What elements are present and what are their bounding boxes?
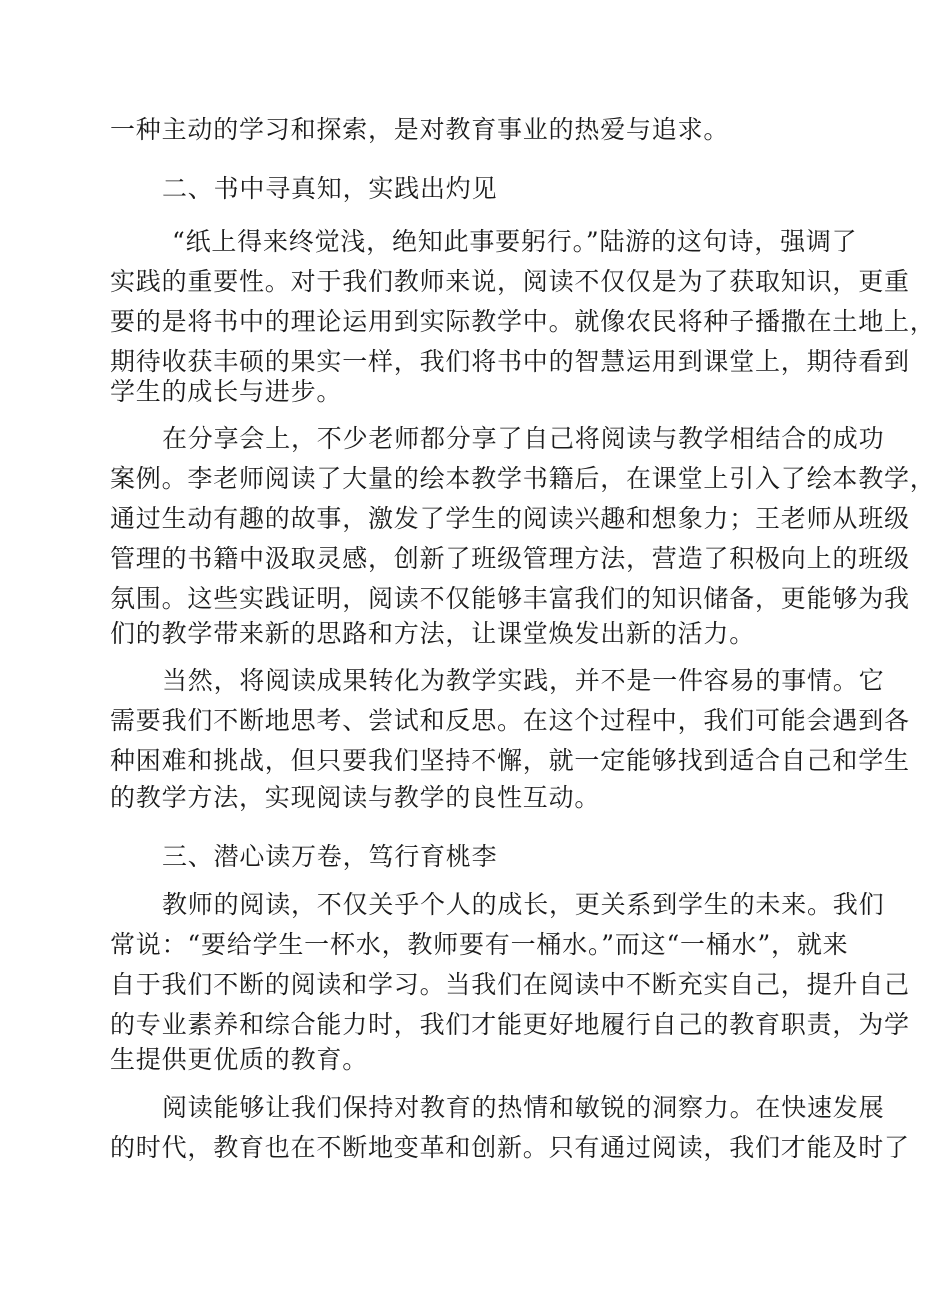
- paragraph-line: 的时代，教育也在不断地变革和创新。只有通过阅读，我们才能及时了: [110, 1133, 910, 1162]
- paragraph-line: 生提供更优质的教育。: [110, 1045, 369, 1074]
- paragraph-line: 实践的重要性。对于我们教师来说，阅读不仅仅是为了获取知识，更重: [110, 267, 910, 296]
- paragraph-line: 通过生动有趣的故事，激发了学生的阅读兴趣和想象力；王老师从班级: [110, 504, 910, 533]
- paragraph-line: 自于我们不断的阅读和学习。当我们在阅读中不断充实自己，提升自己: [110, 970, 910, 999]
- paragraph-line: 要的是将书中的理论运用到实际教学中。就像农民将种子播撒在土地上，: [110, 307, 936, 336]
- paragraph-line: 在分享会上，不少老师都分享了自己将阅读与教学相结合的成功: [162, 424, 885, 453]
- paragraph-line: 种困难和挑战，但只要我们坚持不懈，就一定能够找到适合自己和学生: [110, 746, 910, 775]
- paragraph-line: 阅读能够让我们保持对教育的热情和敏锐的洞察力。在快速发展: [162, 1093, 885, 1122]
- paragraph-line: 学生的成长与进步。: [110, 377, 343, 406]
- paragraph-line: 管理的书籍中汲取灵感，创新了班级管理方法，营造了积极向上的班级: [110, 544, 910, 573]
- paragraph-line: 当然，将阅读成果转化为教学实践，并不是一件容易的事情。它: [162, 666, 885, 695]
- paragraph-line: 常说：“要给学生一杯水，教师要有一桶水。”而这“一桶水”，就来: [110, 930, 849, 959]
- paragraph-line: 教师的阅读，不仅关乎个人的成长，更关系到学生的未来。我们: [162, 890, 885, 919]
- paragraph-line: 的教学方法，实现阅读与教学的良性互动。: [110, 783, 601, 812]
- paragraph-line: 的专业素养和综合能力时，我们才能更好地履行自己的教育职责，为学: [110, 1010, 910, 1039]
- paragraph-line: 需要我们不断地思考、尝试和反思。在这个过程中，我们可能会遇到各: [110, 706, 910, 735]
- section-heading-2: 二、书中寻真知，实践出灼见: [162, 174, 498, 203]
- section-heading-3: 三、潜心读万卷，笃行育桃李: [162, 842, 498, 871]
- paragraph-line: “纸上得来终觉浅，绝知此事要躬行。”陆游的这句诗，强调了: [172, 227, 858, 256]
- paragraph-line: 们的教学带来新的思路和方法，让课堂焕发出新的活力。: [110, 619, 756, 648]
- paragraph-line: 期待收获丰硕的果实一样，我们将书中的智慧运用到课堂上，期待看到: [110, 347, 910, 376]
- paragraph-line: 案例。李老师阅读了大量的绘本教学书籍后，在课堂上引入了绘本教学，: [110, 464, 936, 493]
- paragraph-line: 氛围。这些实践证明，阅读不仅能够丰富我们的知识储备，更能够为我: [110, 584, 910, 613]
- paragraph-line: 一种主动的学习和探索，是对教育事业的热爱与追求。: [110, 115, 730, 144]
